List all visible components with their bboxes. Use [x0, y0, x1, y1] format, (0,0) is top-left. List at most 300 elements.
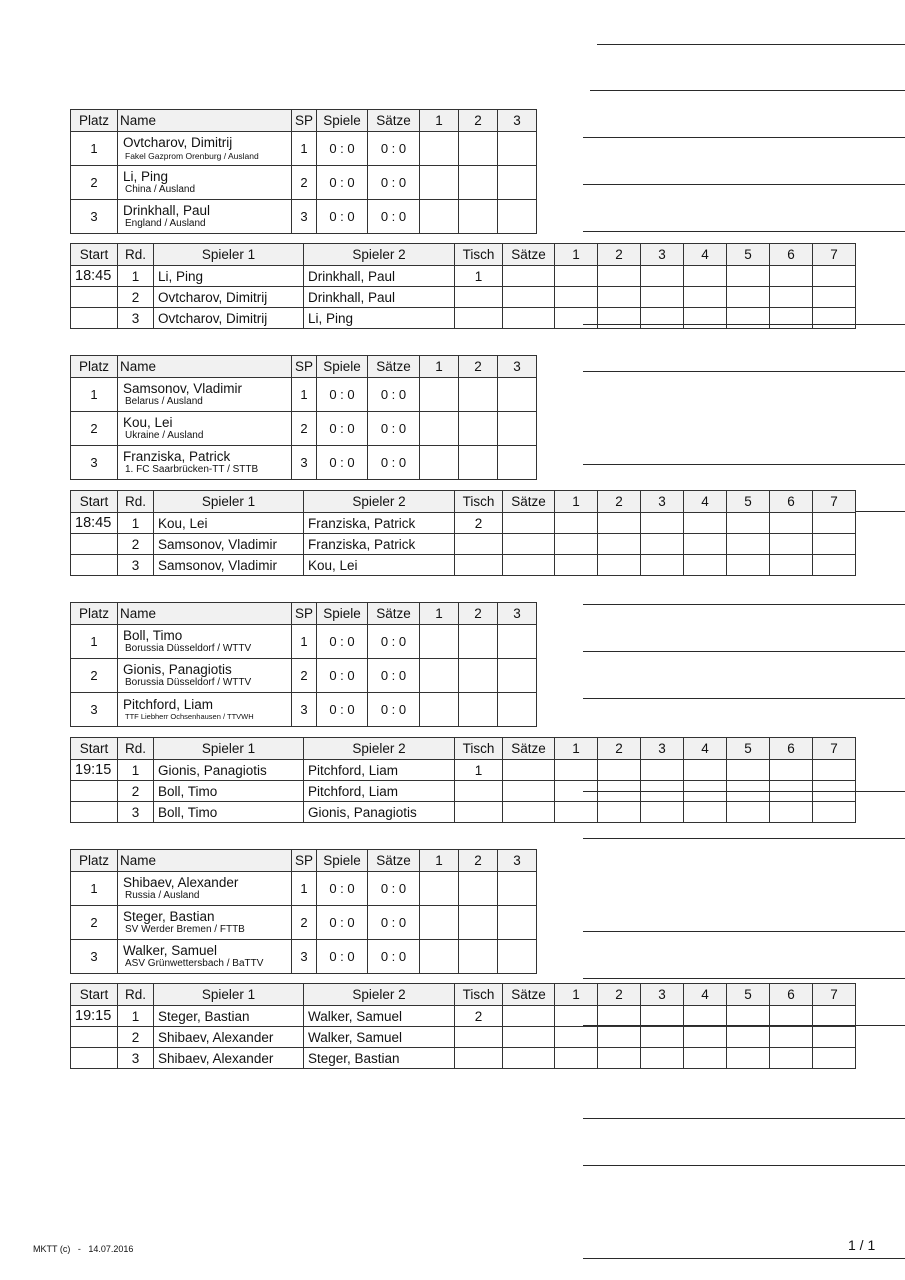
table-number-cell	[455, 308, 503, 329]
player-club: England / Ausland	[125, 217, 206, 229]
result-cell	[459, 693, 498, 727]
set-cell	[727, 802, 770, 823]
col-rd: Rd.	[118, 244, 154, 266]
col-set-6: 6	[770, 491, 813, 513]
col-set-5: 5	[727, 984, 770, 1006]
spiele-cell: 0 : 0	[317, 625, 368, 659]
col-name: Name	[118, 110, 292, 132]
set-cell	[684, 1006, 727, 1027]
player2-cell: Pitchford, Liam	[304, 781, 455, 802]
set-cell	[813, 287, 856, 308]
set-cell	[727, 760, 770, 781]
set-cell	[770, 802, 813, 823]
col-set-7: 7	[813, 244, 856, 266]
player-cell	[118, 446, 292, 480]
round-cell: 1	[118, 513, 154, 534]
sp-cell: 1	[292, 872, 317, 906]
player-cell	[118, 412, 292, 446]
sp-cell: 3	[292, 446, 317, 480]
col-set-6: 6	[770, 738, 813, 760]
result-cell	[420, 412, 459, 446]
start-cell	[71, 802, 118, 823]
set-cell	[641, 1048, 684, 1069]
player-club: Fakel Gazprom Orenburg / Ausland	[125, 150, 259, 161]
spiele-cell: 0 : 0	[317, 940, 368, 974]
player1-cell: Ovtcharov, Dimitrij	[154, 287, 304, 308]
col-saetze: Sätze	[503, 491, 555, 513]
player2-cell: Drinkhall, Paul	[304, 266, 455, 287]
set-cell	[770, 266, 813, 287]
col-set-1: 1	[555, 984, 598, 1006]
player-name: Shibaev, Alexander	[123, 874, 239, 890]
table-number-cell	[455, 802, 503, 823]
set-cell	[598, 1048, 641, 1069]
set-cell	[641, 802, 684, 823]
start-cell	[71, 534, 118, 555]
set-cell	[598, 287, 641, 308]
result-cell	[459, 446, 498, 480]
result-cell	[459, 625, 498, 659]
table-row	[71, 412, 537, 446]
result-cell	[420, 132, 459, 166]
spiele-cell: 0 : 0	[317, 906, 368, 940]
saetze-cell: 0 : 0	[368, 446, 420, 480]
player1-cell: Boll, Timo	[154, 802, 304, 823]
result-cell	[459, 659, 498, 693]
table-row	[71, 534, 856, 555]
round-cell: 3	[118, 308, 154, 329]
set-cell	[813, 534, 856, 555]
table-row	[71, 446, 537, 480]
table-row	[71, 287, 856, 308]
col-set-5: 5	[727, 491, 770, 513]
player2-cell: Drinkhall, Paul	[304, 287, 455, 308]
platz-cell: 3	[71, 940, 118, 974]
result-cell	[498, 378, 537, 412]
col-set-2: 2	[598, 244, 641, 266]
col-tisch: Tisch	[455, 738, 503, 760]
set-cell	[598, 266, 641, 287]
col-platz: Platz	[71, 356, 118, 378]
result-cell	[459, 200, 498, 234]
set-cell	[598, 1027, 641, 1048]
player1-cell: Samsonov, Vladimir	[154, 555, 304, 576]
col-saetze: Sätze	[368, 110, 420, 132]
col-platz: Platz	[71, 603, 118, 625]
schedule-table	[70, 737, 856, 823]
player-name: Gionis, Panagiotis	[123, 661, 232, 677]
player-name: Boll, Timo	[123, 627, 183, 643]
set-cell	[641, 513, 684, 534]
col-name: Name	[118, 603, 292, 625]
standings-table	[70, 849, 537, 974]
player2-cell: Li, Ping	[304, 308, 455, 329]
round-cell: 1	[118, 266, 154, 287]
table-row	[71, 1048, 856, 1069]
result-cell	[498, 132, 537, 166]
set-cell	[684, 534, 727, 555]
col-spieler2: Spieler 2	[304, 491, 455, 513]
spiele-cell: 0 : 0	[317, 132, 368, 166]
col-rd: Rd.	[118, 491, 154, 513]
set-cell	[684, 760, 727, 781]
sets-cell	[503, 266, 555, 287]
platz-cell: 3	[71, 446, 118, 480]
col-spiele: Spiele	[317, 110, 368, 132]
round-cell: 2	[118, 287, 154, 308]
set-cell	[555, 266, 598, 287]
set-cell	[641, 287, 684, 308]
col-spieler1: Spieler 1	[154, 984, 304, 1006]
spiele-cell: 0 : 0	[317, 659, 368, 693]
footer-credit: MKTT (c) - 14.07.2016	[33, 1244, 134, 1254]
player-name: Walker, Samuel	[123, 942, 218, 958]
set-cell	[813, 802, 856, 823]
saetze-cell: 0 : 0	[368, 166, 420, 200]
col-2: 2	[459, 850, 498, 872]
sp-cell: 2	[292, 166, 317, 200]
table-number-cell	[455, 555, 503, 576]
player-club: ASV Grünwettersbach / BaTTV	[125, 957, 264, 969]
col-set-4: 4	[684, 984, 727, 1006]
table-row	[71, 132, 537, 166]
result-cell	[459, 872, 498, 906]
player-cell	[118, 872, 292, 906]
set-cell	[684, 1027, 727, 1048]
standings-table	[70, 602, 537, 727]
col-tisch: Tisch	[455, 244, 503, 266]
col-tisch: Tisch	[455, 984, 503, 1006]
sp-cell: 1	[292, 378, 317, 412]
platz-cell: 1	[71, 872, 118, 906]
player2-cell: Gionis, Panagiotis	[304, 802, 455, 823]
spiele-cell: 0 : 0	[317, 693, 368, 727]
col-1: 1	[420, 356, 459, 378]
sets-cell	[503, 513, 555, 534]
col-set-4: 4	[684, 738, 727, 760]
result-cell	[498, 906, 537, 940]
col-spieler2: Spieler 2	[304, 984, 455, 1006]
schedule-table	[70, 243, 856, 329]
table-number-cell	[455, 534, 503, 555]
result-cell	[420, 906, 459, 940]
set-cell	[770, 760, 813, 781]
start-cell	[71, 1048, 118, 1069]
set-cell	[641, 1006, 684, 1027]
sets-cell	[503, 781, 555, 802]
set-cell	[555, 1048, 598, 1069]
round-cell: 2	[118, 534, 154, 555]
set-cell	[727, 513, 770, 534]
result-cell	[420, 872, 459, 906]
player-club: China / Ausland	[125, 183, 196, 195]
col-set-5: 5	[727, 738, 770, 760]
sp-cell: 2	[292, 659, 317, 693]
table-number-cell: 2	[455, 513, 503, 534]
platz-cell: 1	[71, 132, 118, 166]
table-row	[71, 200, 537, 234]
player-cell	[118, 200, 292, 234]
player-club: TTF Liebherr Ochsenhausen / TTVWH	[125, 712, 254, 722]
saetze-cell: 0 : 0	[368, 940, 420, 974]
table-row	[71, 1027, 856, 1048]
round-cell: 1	[118, 1006, 154, 1027]
player-cell	[118, 906, 292, 940]
sets-cell	[503, 308, 555, 329]
result-cell	[498, 412, 537, 446]
col-set-6: 6	[770, 244, 813, 266]
set-cell	[684, 287, 727, 308]
result-cell	[498, 166, 537, 200]
start-cell: 19:15	[71, 1006, 118, 1027]
spiele-cell: 0 : 0	[317, 412, 368, 446]
player-name: Steger, Bastian	[123, 908, 215, 924]
player-name: Drinkhall, Paul	[123, 202, 211, 218]
table-row	[71, 781, 856, 802]
set-cell	[598, 802, 641, 823]
set-cell	[641, 781, 684, 802]
col-3: 3	[498, 356, 537, 378]
player2-cell: Pitchford, Liam	[304, 760, 455, 781]
table-row	[71, 513, 856, 534]
player-cell	[118, 940, 292, 974]
result-cell	[420, 166, 459, 200]
result-cell	[498, 200, 537, 234]
set-cell	[770, 513, 813, 534]
table-row	[71, 906, 537, 940]
sp-cell: 3	[292, 200, 317, 234]
set-cell	[813, 781, 856, 802]
round-cell: 3	[118, 1048, 154, 1069]
schedule-table	[70, 983, 856, 1069]
saetze-cell: 0 : 0	[368, 906, 420, 940]
player1-cell: Kou, Lei	[154, 513, 304, 534]
set-cell	[770, 1006, 813, 1027]
table-row	[71, 166, 537, 200]
col-saetze: Sätze	[368, 356, 420, 378]
result-cell	[459, 166, 498, 200]
player2-cell: Walker, Samuel	[304, 1006, 455, 1027]
set-cell	[813, 266, 856, 287]
set-cell	[684, 308, 727, 329]
platz-cell: 1	[71, 378, 118, 412]
col-3: 3	[498, 110, 537, 132]
set-cell	[770, 534, 813, 555]
col-rd: Rd.	[118, 738, 154, 760]
sets-cell	[503, 287, 555, 308]
set-cell	[641, 760, 684, 781]
table-row	[71, 659, 537, 693]
set-cell	[641, 1027, 684, 1048]
result-cell	[498, 625, 537, 659]
col-1: 1	[420, 110, 459, 132]
col-saetze: Sätze	[503, 738, 555, 760]
set-cell	[555, 760, 598, 781]
player-name: Franziska, Patrick	[123, 448, 231, 464]
player1-cell: Steger, Bastian	[154, 1006, 304, 1027]
player-cell	[118, 378, 292, 412]
set-cell	[813, 555, 856, 576]
set-cell	[727, 1048, 770, 1069]
set-cell	[684, 555, 727, 576]
col-set-1: 1	[555, 738, 598, 760]
sp-cell: 2	[292, 906, 317, 940]
col-set-7: 7	[813, 738, 856, 760]
table-row	[71, 940, 537, 974]
table-number-cell	[455, 1048, 503, 1069]
col-set-3: 3	[641, 738, 684, 760]
col-2: 2	[459, 356, 498, 378]
col-3: 3	[498, 603, 537, 625]
col-name: Name	[118, 356, 292, 378]
set-cell	[555, 287, 598, 308]
player-cell	[118, 166, 292, 200]
col-sp: SP	[292, 850, 317, 872]
set-cell	[684, 802, 727, 823]
player-name: Ovtcharov, Dimitrij	[123, 135, 233, 151]
col-1: 1	[420, 603, 459, 625]
col-set-3: 3	[641, 984, 684, 1006]
result-cell	[420, 446, 459, 480]
col-saetze: Sätze	[503, 984, 555, 1006]
spiele-cell: 0 : 0	[317, 446, 368, 480]
col-2: 2	[459, 603, 498, 625]
set-cell	[684, 781, 727, 802]
table-number-cell	[455, 781, 503, 802]
table-row	[71, 760, 856, 781]
sets-cell	[503, 1027, 555, 1048]
platz-cell: 3	[71, 693, 118, 727]
result-cell	[459, 940, 498, 974]
spiele-cell: 0 : 0	[317, 872, 368, 906]
player-name: Pitchford, Liam	[123, 696, 214, 712]
col-start: Start	[71, 984, 118, 1006]
col-spieler2: Spieler 2	[304, 738, 455, 760]
sets-cell	[503, 534, 555, 555]
result-cell	[498, 693, 537, 727]
set-cell	[770, 287, 813, 308]
sp-cell: 3	[292, 693, 317, 727]
table-number-cell: 2	[455, 1006, 503, 1027]
saetze-cell: 0 : 0	[368, 872, 420, 906]
standings-header-row	[71, 603, 537, 625]
spiele-cell: 0 : 0	[317, 200, 368, 234]
col-set-7: 7	[813, 984, 856, 1006]
result-cell	[420, 940, 459, 974]
sets-cell	[503, 1006, 555, 1027]
schedule-header-row	[71, 244, 856, 266]
page-number: 1 / 1	[848, 1237, 876, 1253]
set-cell	[813, 1006, 856, 1027]
col-set-4: 4	[684, 491, 727, 513]
start-cell	[71, 308, 118, 329]
sets-cell	[503, 555, 555, 576]
col-spiele: Spiele	[317, 603, 368, 625]
sets-cell	[503, 760, 555, 781]
player1-cell: Samsonov, Vladimir	[154, 534, 304, 555]
set-cell	[813, 513, 856, 534]
col-saetze: Sätze	[503, 244, 555, 266]
result-cell	[498, 659, 537, 693]
schedule-table	[70, 490, 856, 576]
start-cell	[71, 781, 118, 802]
set-cell	[727, 266, 770, 287]
player1-cell: Shibaev, Alexander	[154, 1048, 304, 1069]
table-row	[71, 378, 537, 412]
saetze-cell: 0 : 0	[368, 659, 420, 693]
col-2: 2	[459, 110, 498, 132]
round-cell: 3	[118, 802, 154, 823]
player-name: Kou, Lei	[123, 414, 173, 430]
col-spieler2: Spieler 2	[304, 244, 455, 266]
result-cell	[498, 446, 537, 480]
col-set-7: 7	[813, 491, 856, 513]
player-cell	[118, 659, 292, 693]
col-start: Start	[71, 491, 118, 513]
player1-cell: Ovtcharov, Dimitrij	[154, 308, 304, 329]
set-cell	[555, 781, 598, 802]
player-club: Russia / Ausland	[125, 889, 200, 901]
round-cell: 2	[118, 781, 154, 802]
player1-cell: Gionis, Panagiotis	[154, 760, 304, 781]
start-cell: 18:45	[71, 513, 118, 534]
table-number-cell: 1	[455, 266, 503, 287]
set-cell	[598, 308, 641, 329]
col-platz: Platz	[71, 110, 118, 132]
col-saetze: Sätze	[368, 603, 420, 625]
set-cell	[770, 1027, 813, 1048]
set-cell	[770, 555, 813, 576]
result-cell	[459, 378, 498, 412]
col-spieler1: Spieler 1	[154, 244, 304, 266]
result-cell	[420, 659, 459, 693]
set-cell	[813, 1048, 856, 1069]
saetze-cell: 0 : 0	[368, 378, 420, 412]
player-cell	[118, 625, 292, 659]
col-rd: Rd.	[118, 984, 154, 1006]
result-cell	[420, 625, 459, 659]
set-cell	[555, 308, 598, 329]
set-cell	[770, 1048, 813, 1069]
set-cell	[727, 555, 770, 576]
player1-cell: Shibaev, Alexander	[154, 1027, 304, 1048]
standings-header-row	[71, 850, 537, 872]
set-cell	[641, 534, 684, 555]
platz-cell: 2	[71, 412, 118, 446]
saetze-cell: 0 : 0	[368, 132, 420, 166]
col-spieler1: Spieler 1	[154, 491, 304, 513]
platz-cell: 1	[71, 625, 118, 659]
set-cell	[598, 760, 641, 781]
player-club: 1. FC Saarbrücken-TT / STTB	[125, 463, 259, 475]
result-cell	[459, 132, 498, 166]
round-cell: 3	[118, 555, 154, 576]
sp-cell: 1	[292, 625, 317, 659]
player1-cell: Boll, Timo	[154, 781, 304, 802]
sp-cell: 2	[292, 412, 317, 446]
set-cell	[727, 1027, 770, 1048]
saetze-cell: 0 : 0	[368, 200, 420, 234]
player-cell	[118, 132, 292, 166]
set-cell	[598, 1006, 641, 1027]
start-cell	[71, 555, 118, 576]
player2-cell: Kou, Lei	[304, 555, 455, 576]
table-row	[71, 1006, 856, 1027]
set-cell	[598, 555, 641, 576]
player-club: SV Werder Bremen / FTTB	[125, 923, 245, 935]
set-cell	[598, 781, 641, 802]
set-cell	[641, 308, 684, 329]
